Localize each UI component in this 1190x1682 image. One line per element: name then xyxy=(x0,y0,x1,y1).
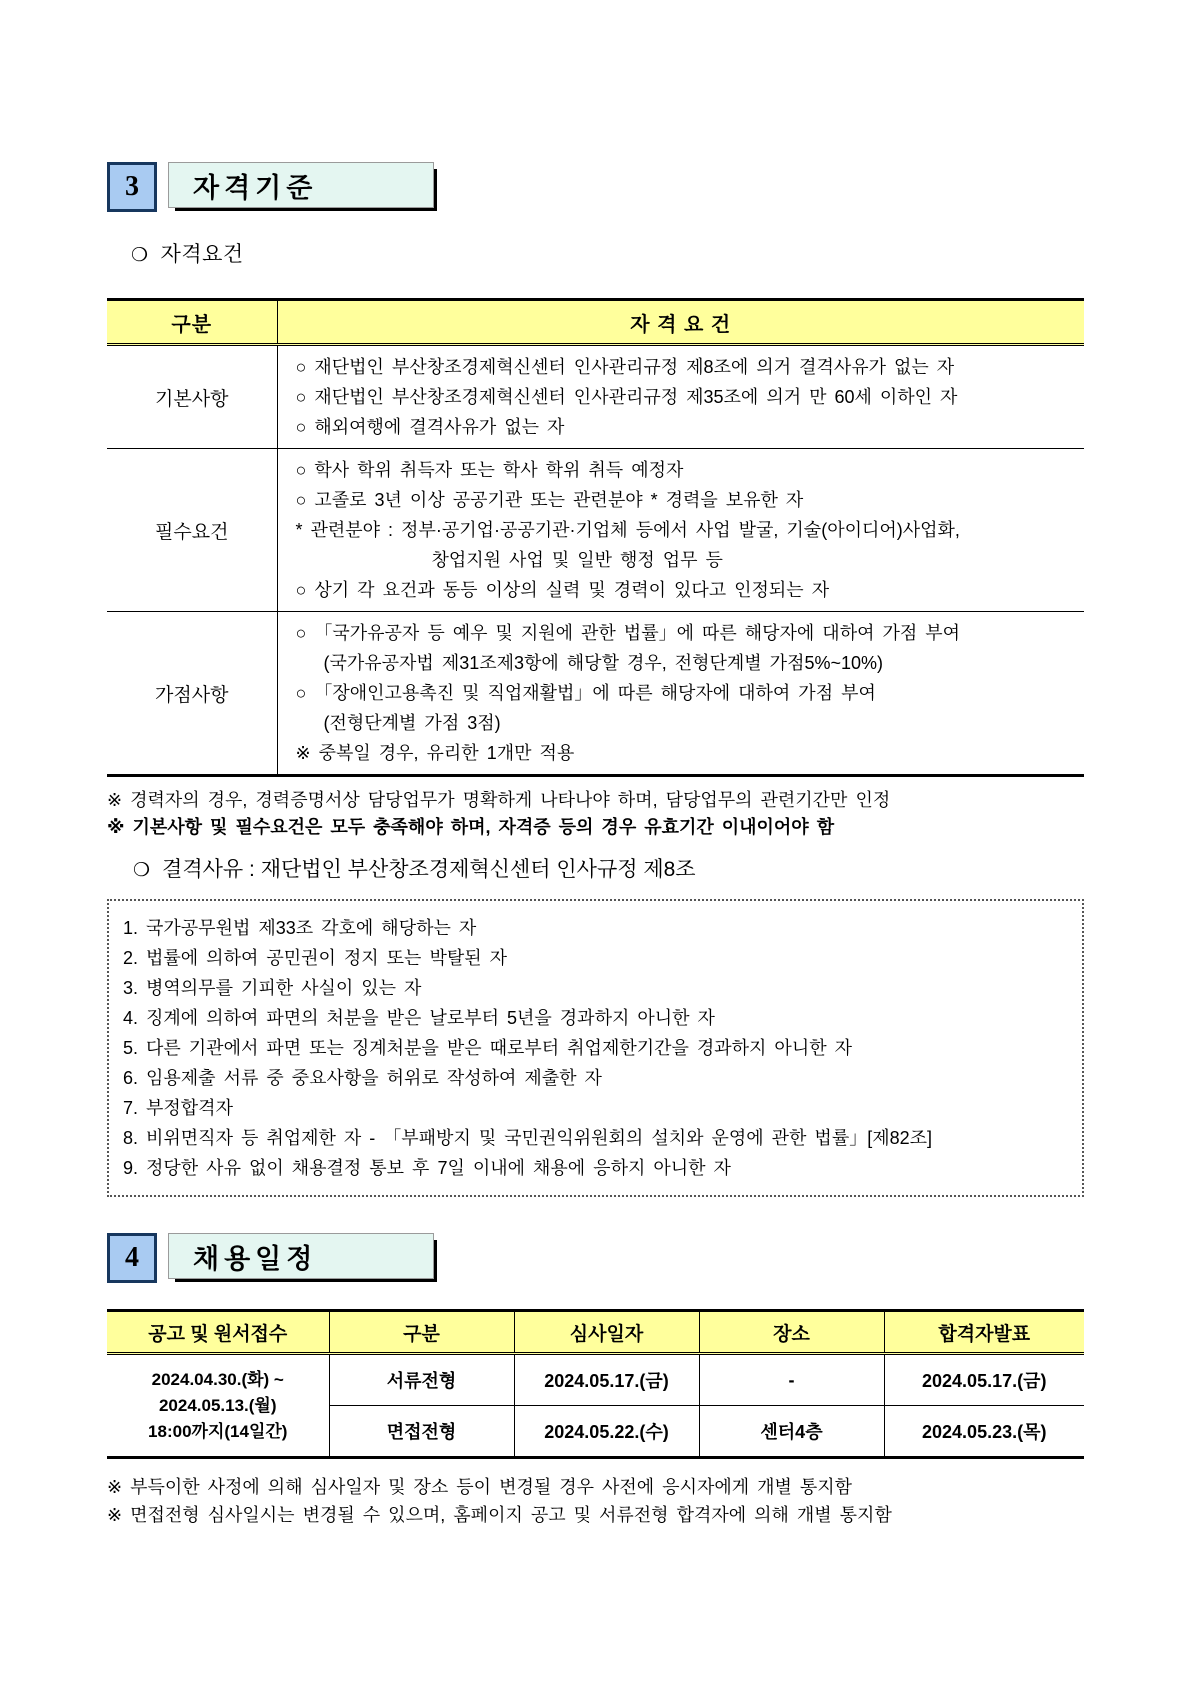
list-item: ○ 재단법인 부산창조경제혁신센터 인사관리규정 제8조에 의거 결격사유가 없는 자 xyxy=(295,357,955,377)
list-item: 5. 다른 기관에서 파면 또는 징계처분을 받은 때로부터 취업제한기간을 경과하지 아니한 자 xyxy=(123,1038,852,1058)
list-item: 8. 비위면직자 등 취업제한 자 - 「부패방지 및 국민권익위원회의 설치와 운영에 관한 법률」[제82조] xyxy=(123,1128,933,1148)
sched-row1-date: 2024.05.17.(금) xyxy=(514,1354,699,1406)
list-item: 7. 부정합격자 xyxy=(123,1098,233,1118)
list-item: 6. 임용제출 서류 중 중요사항을 허위로 작성하여 제출한 자 xyxy=(123,1068,602,1088)
sched-row1-announcement: 2024.05.17.(금) xyxy=(884,1354,1084,1406)
qual-col-header-requirements: 자 격 요 건 xyxy=(277,300,1084,345)
circle-bullet-icon: ❍ xyxy=(133,860,151,881)
section4-title-box: 채용일정 xyxy=(168,1233,434,1279)
qualification-table xyxy=(107,298,1084,777)
schedule-table xyxy=(107,1309,1084,1459)
section4-number-box: 4 xyxy=(107,1233,157,1283)
list-item: ○ 상기 각 요건과 동등 이상의 실력 및 경력이 있다고 인정되는 자 xyxy=(295,580,830,600)
document-content xyxy=(107,0,1084,1529)
application-period-line: 2024.05.13.(월) xyxy=(158,1395,277,1415)
disqualification-heading-label: 결격사유 : 재단법인 부산창조경제혁신센터 인사규정 제8조 xyxy=(162,858,696,881)
schedule-table-header-row xyxy=(107,1311,1084,1354)
list-item: * 관련분야 : 정부·공기업·공공기관·기업체 등에서 사업 발굴, 기술(아이디어)사업화, xyxy=(295,520,960,540)
qual-row-label-bonus: 가점사항 xyxy=(107,612,277,776)
qualification-subheading xyxy=(131,238,1084,268)
sched-col-header-date: 심사일자 xyxy=(514,1311,699,1354)
section4-header xyxy=(107,1233,1084,1289)
qual-row-label-required: 필수요건 xyxy=(107,449,277,612)
list-item: ○ 재단법인 부산창조경제혁신센터 인사관리규정 제35조에 의거 만 60세 이하인 자 xyxy=(295,387,958,407)
table-row xyxy=(107,345,1084,449)
sched-col-header-application: 공고 및 원서접수 xyxy=(107,1311,329,1354)
circle-bullet-icon: ❍ xyxy=(131,245,149,266)
qual-row-required-content xyxy=(277,449,1084,612)
disqualification-heading xyxy=(133,853,1084,883)
list-item: ○ 해외여행에 결격사유가 없는 자 xyxy=(295,417,565,437)
section3-title-box: 자격기준 xyxy=(168,162,434,208)
sched-col-header-announcement: 합격자발표 xyxy=(884,1311,1084,1354)
list-item: 9. 정당한 사유 없이 채용결정 통보 후 7일 이내에 채용에 응하지 아니한 자 xyxy=(123,1158,731,1178)
list-item: ○ 고졸로 3년 이상 공공기관 또는 관련분야 * 경력을 보유한 자 xyxy=(295,490,804,510)
list-item: 창업지원 사업 및 일반 행정 업무 등 xyxy=(431,550,723,570)
qual-row-bonus-content xyxy=(277,612,1084,776)
application-period-line: 18:00까지(14일간) xyxy=(148,1421,288,1441)
qual-row-basic-content xyxy=(277,345,1084,449)
sched-row2-date: 2024.05.22.(수) xyxy=(514,1406,699,1458)
list-item: 2. 법률에 의하여 공민권이 정지 또는 박탈된 자 xyxy=(123,948,508,968)
list-item: 3. 병역의무를 기피한 사실이 있는 자 xyxy=(123,978,422,998)
list-item: 4. 징계에 의하여 파면의 처분을 받은 날로부터 5년을 경과하지 아니한 자 xyxy=(123,1008,715,1028)
list-item: ※ 중복일 경우, 유리한 1개만 적용 xyxy=(295,743,575,763)
qual-row-label-basic: 기본사항 xyxy=(107,345,277,449)
list-item: (전형단계별 가점 3점) xyxy=(323,713,501,733)
list-item: 1. 국가공무원법 제33조 각호에 해당하는 자 xyxy=(123,918,477,938)
sched-row1-type: 서류전형 xyxy=(329,1354,514,1406)
qualification-note-2: ※ 기본사항 및 필수요건은 모두 충족해야 하며, 자격증 등의 경우 유효기간 이내이어야 함 xyxy=(107,817,835,837)
list-item: ○ 「국가유공자 등 예우 및 지원에 관한 법률」에 따른 해당자에 대하여 가점 부여 xyxy=(295,623,961,643)
qualification-table-header-row xyxy=(107,300,1084,345)
table-row xyxy=(107,449,1084,612)
qualification-subheading-label: 자격요건 xyxy=(160,243,244,266)
table-row xyxy=(107,612,1084,776)
application-period-line: 2024.04.30.(화) ~ xyxy=(151,1369,284,1389)
section3-header xyxy=(107,162,1084,218)
sched-row2-announcement: 2024.05.23.(목) xyxy=(884,1406,1084,1458)
sched-row2-place: 센터4층 xyxy=(699,1406,884,1458)
list-item: ○ 학사 학위 취득자 또는 학사 학위 취득 예정자 xyxy=(295,460,684,480)
list-item: (국가유공자법 제31조제3항에 해당할 경우, 전형단계별 가점5%~10%) xyxy=(323,653,884,673)
sched-row1-place: - xyxy=(699,1354,884,1406)
sched-row2-type: 면접전형 xyxy=(329,1406,514,1458)
sched-col-header-place: 장소 xyxy=(699,1311,884,1354)
qual-col-header-category: 구분 xyxy=(107,300,277,345)
sched-col-header-category: 구분 xyxy=(329,1311,514,1354)
table-row xyxy=(107,1354,1084,1406)
schedule-note-1: ※ 부득이한 사정에 의해 심사일자 및 장소 등이 변경될 경우 사전에 응시자에게 개별 통지함 xyxy=(107,1477,853,1497)
list-item: ○ 「장애인고용촉진 및 직업재활법」에 따른 해당자에 대하여 가점 부여 xyxy=(295,683,876,703)
qualification-note-1: ※ 경력자의 경우, 경력증명서상 담당업무가 명확하게 나타나야 하며, 담당업무의 관련기간만 인정 xyxy=(107,790,891,810)
application-period-cell xyxy=(107,1354,329,1458)
schedule-note-2: ※ 면접전형 심사일시는 변경될 수 있으며, 홈페이지 공고 및 서류전형 합격자에 의해 개별 통지함 xyxy=(107,1505,892,1525)
section3-number-box: 3 xyxy=(107,162,157,212)
disqualification-box xyxy=(107,899,1084,1197)
